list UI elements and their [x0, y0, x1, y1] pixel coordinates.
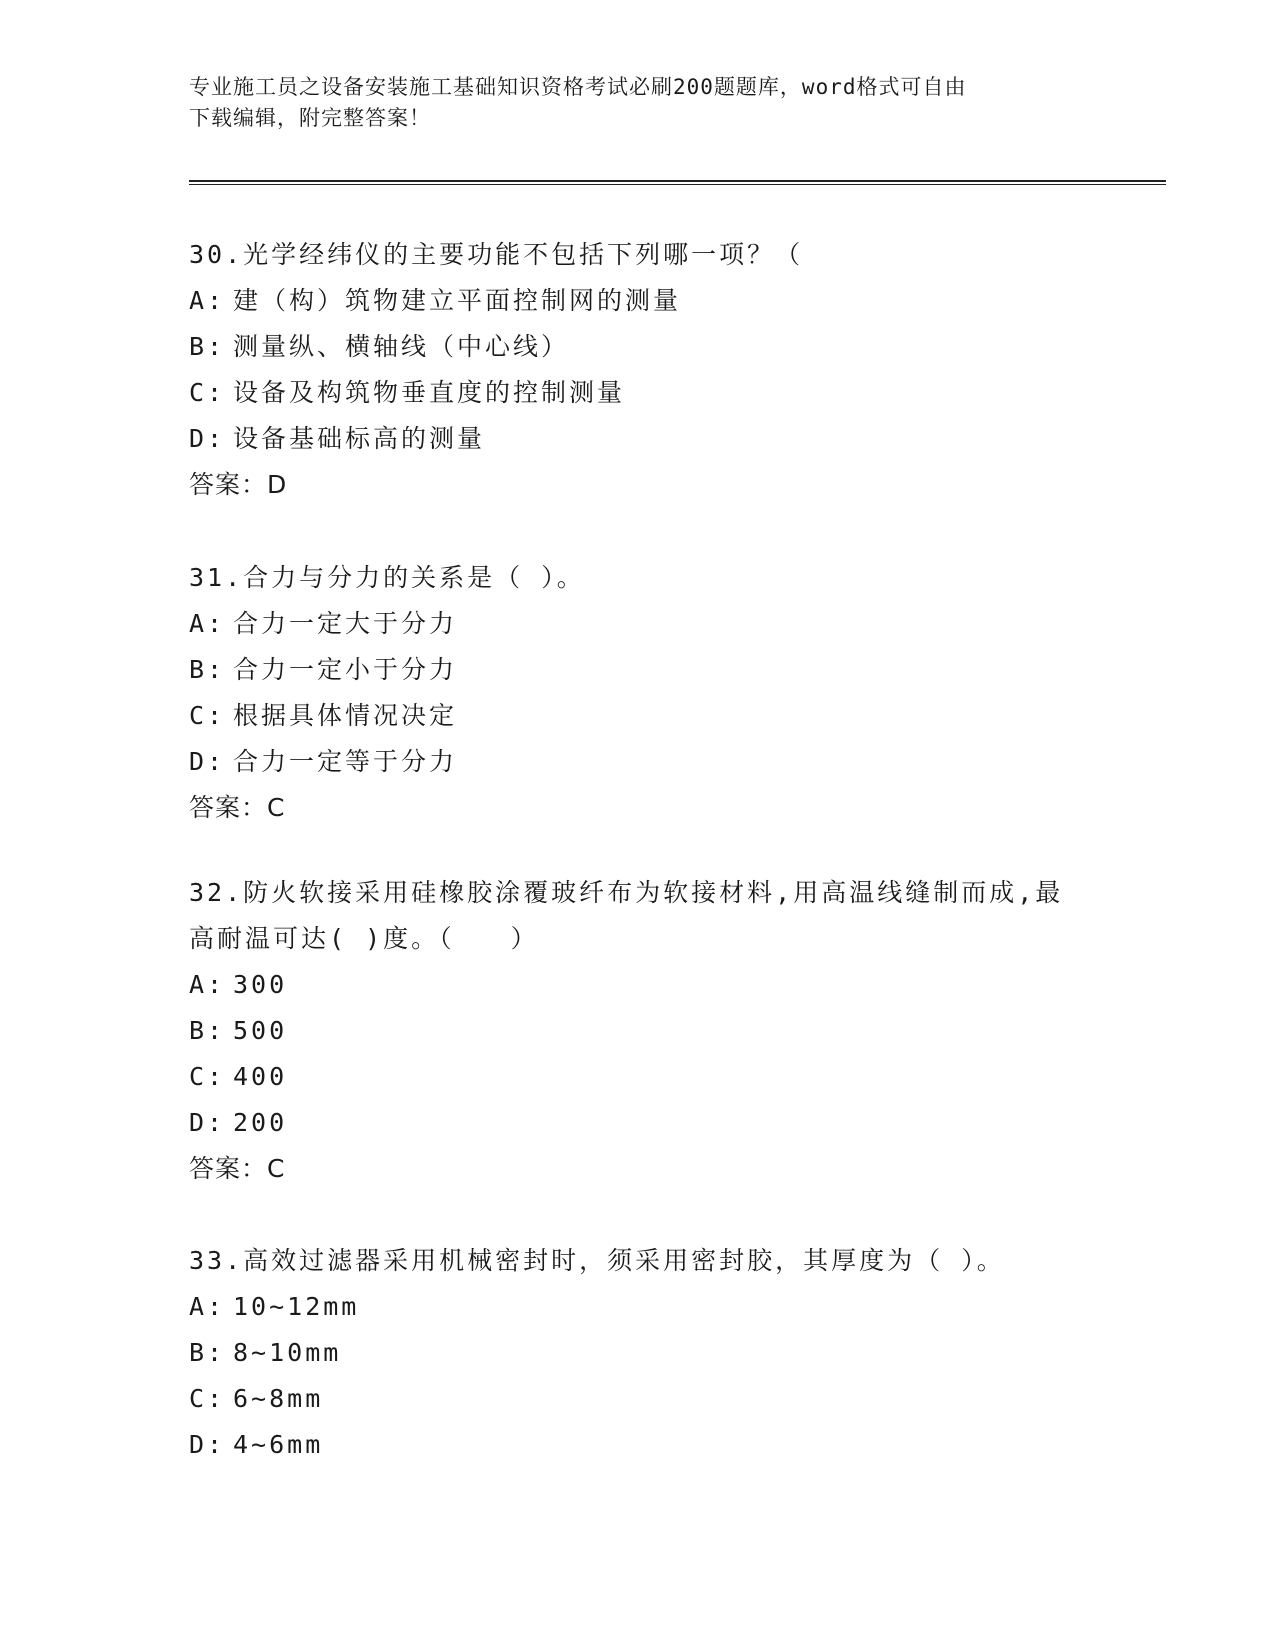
option-letter: C:: [189, 1384, 226, 1413]
option-c: [189, 370, 1089, 416]
option-letter: A:: [189, 286, 226, 315]
header-line-1: 专业施工员之设备安装施工基础知识资格考试必刷200题题库，word格式可自由: [189, 75, 967, 99]
option-b: [189, 1330, 1089, 1376]
document-header: [189, 72, 1089, 134]
option-text: 测量纵、横轴线（中心线）: [233, 332, 570, 361]
option-text: 4~6mm: [233, 1430, 324, 1459]
option-letter: C:: [189, 701, 226, 730]
option-b: [189, 647, 1089, 693]
option-text: 合力一定等于分力: [233, 747, 458, 776]
option-letter: C:: [189, 1062, 226, 1091]
option-letter: D:: [189, 1430, 226, 1459]
question-stem-line-2: 高耐温可达( )度。（ ）: [189, 924, 539, 953]
question-stem-line-1: 32.防火软接采用硅橡胶涂覆玻纤布为软接材料,用高温线缝制而成,最: [189, 878, 1064, 907]
option-letter: B:: [189, 1338, 226, 1367]
option-letter: D:: [189, 1108, 226, 1137]
option-b: [189, 324, 1089, 370]
option-text: 6~8mm: [233, 1384, 324, 1413]
option-text: 建（构）筑物建立平面控制网的测量: [233, 286, 682, 315]
option-a: [189, 601, 1089, 647]
option-letter: C:: [189, 378, 226, 407]
option-c: [189, 693, 1089, 739]
answer-line: 答案：D: [189, 470, 288, 499]
question-30: [189, 232, 1089, 508]
option-text: 400: [233, 1062, 288, 1091]
option-text: 8~10mm: [233, 1338, 342, 1367]
question-33: [189, 1238, 1089, 1468]
option-letter: B:: [189, 655, 226, 684]
option-letter: A:: [189, 609, 226, 638]
answer-line: 答案：C: [189, 793, 286, 822]
option-text: 设备及构筑物垂直度的控制测量: [233, 378, 626, 407]
header-line-2: 下载编辑，附完整答案！: [189, 106, 431, 130]
header-divider: [189, 180, 1166, 185]
option-c: [189, 1376, 1089, 1422]
option-text: 300: [233, 970, 288, 999]
question-stem: 31.合力与分力的关系是（ ）。: [189, 563, 585, 592]
option-text: 200: [233, 1108, 288, 1137]
option-d: [189, 416, 1089, 462]
question-32: [189, 870, 1089, 1192]
question-31: [189, 555, 1089, 831]
option-text: 合力一定小于分力: [233, 655, 458, 684]
question-stem: 33.高效过滤器采用机械密封时，须采用密封胶，其厚度为（ ）。: [189, 1246, 1005, 1275]
option-c: [189, 1054, 1089, 1100]
option-text: 500: [233, 1016, 288, 1045]
option-letter: A:: [189, 1292, 226, 1321]
option-d: [189, 1422, 1089, 1468]
option-text: 设备基础标高的测量: [233, 424, 486, 453]
option-text: 根据具体情况决定: [233, 701, 458, 730]
option-text: 合力一定大于分力: [233, 609, 458, 638]
option-d: [189, 1100, 1089, 1146]
option-a: [189, 278, 1089, 324]
option-letter: B:: [189, 332, 226, 361]
option-letter: B:: [189, 1016, 226, 1045]
question-stem: 30.光学经纬仪的主要功能不包括下列哪一项？（: [189, 240, 804, 269]
option-a: [189, 1284, 1089, 1330]
option-b: [189, 1008, 1089, 1054]
option-letter: A:: [189, 970, 226, 999]
answer-line: 答案：C: [189, 1154, 286, 1183]
option-text: 10~12mm: [233, 1292, 360, 1321]
option-letter: D:: [189, 747, 226, 776]
option-d: [189, 739, 1089, 785]
option-letter: D:: [189, 424, 226, 453]
option-a: [189, 962, 1089, 1008]
